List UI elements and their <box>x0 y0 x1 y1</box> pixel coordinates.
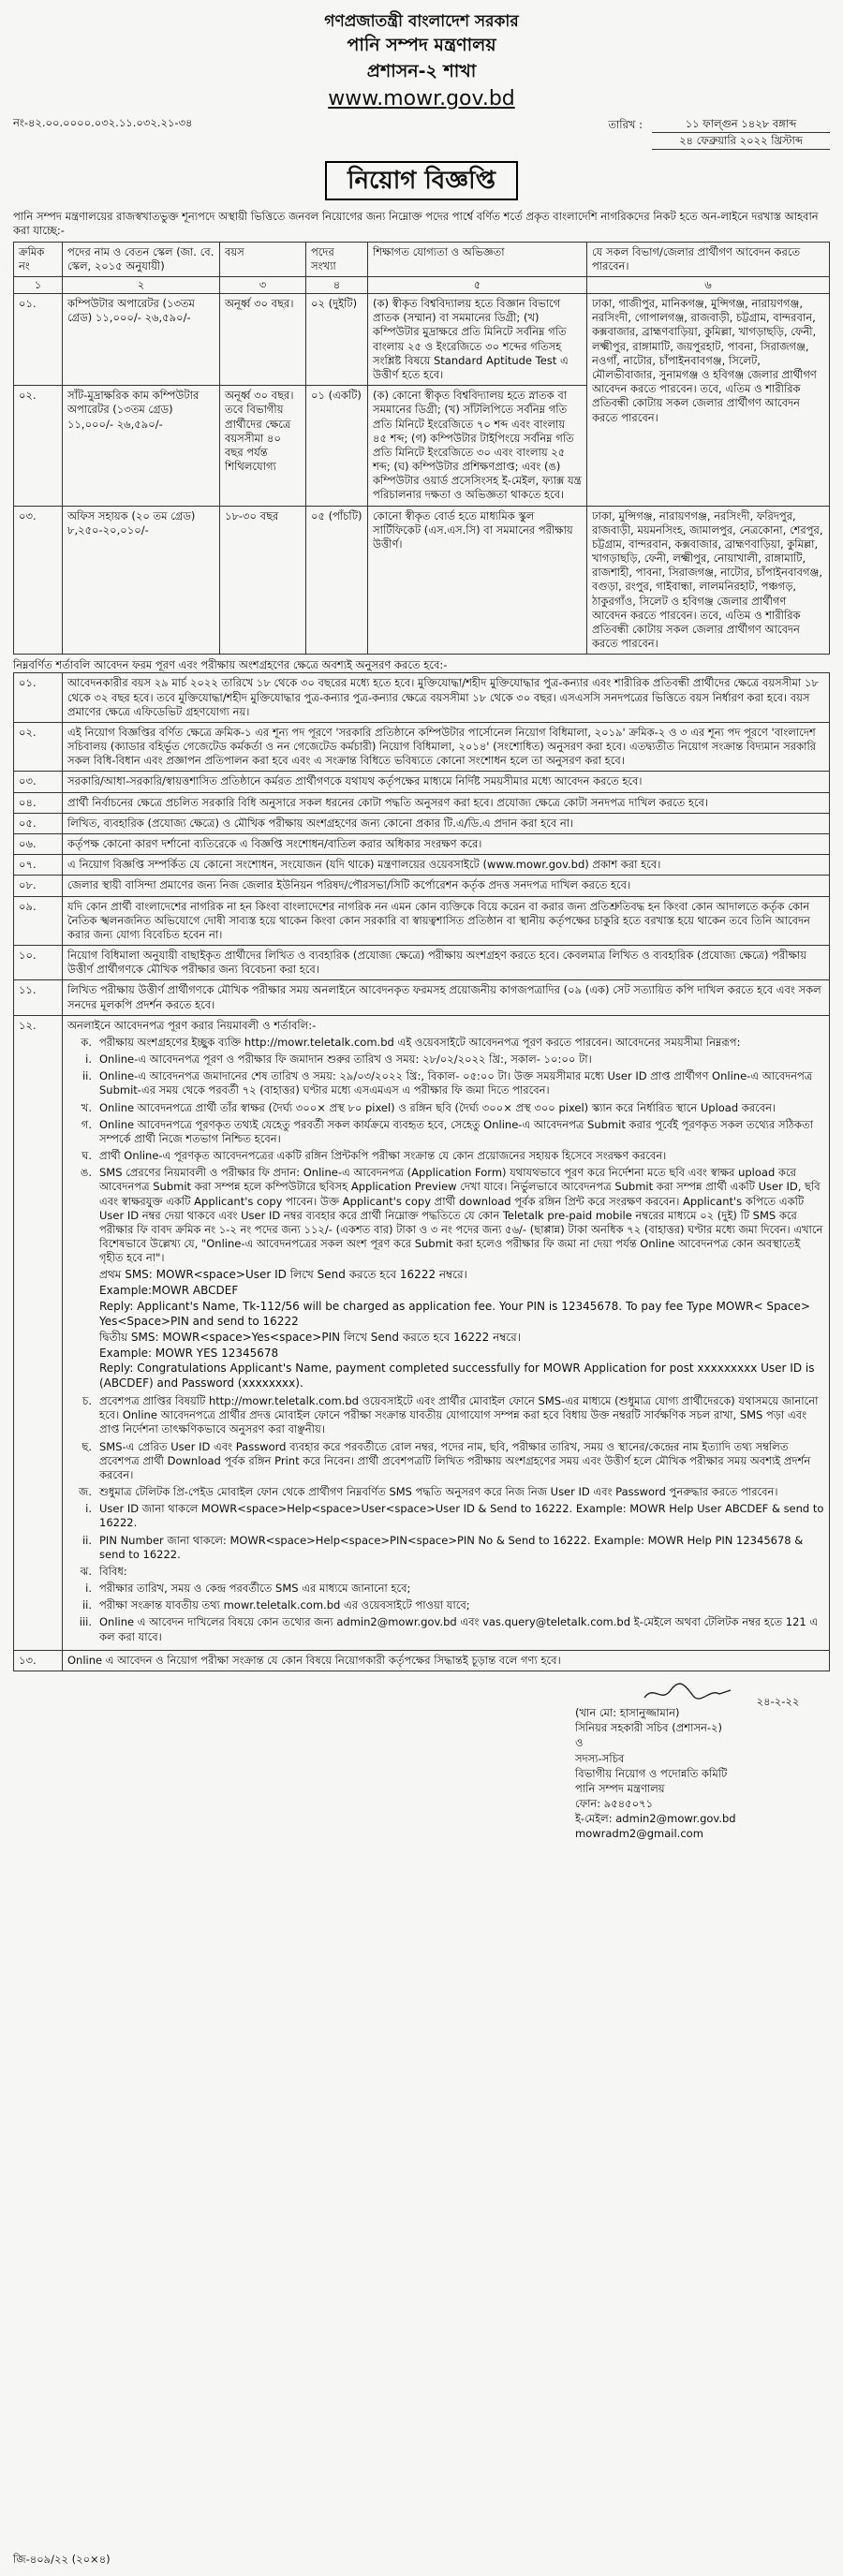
signatory-ministry: পানি সম্পদ মন্ত্রণালয় <box>575 1781 665 1795</box>
row-post: অফিস সহায়ক (২০ তম গ্রেড) ৮,২৫০-২০,০১০/- <box>63 506 220 655</box>
col-number: ৫ <box>368 276 587 293</box>
condition-number: ০৫. <box>14 813 63 833</box>
condition-row <box>14 813 830 833</box>
row-age: অনূর্ধ্ব ৩০ বছর। <box>220 294 306 386</box>
condition-number: ০৩. <box>14 772 63 792</box>
col-header: ক্রমিক নং <box>14 242 63 276</box>
row-qualification: (ক) স্বীকৃত বিশ্ববিদ্যালয় হতে বিজ্ঞান বিভাগে প্রাতক (সম্মান) বা সমমানের ডিগ্রী; (খ) কম্পিউটার মুদ্রাক্ষরে প্রতি মিনিটে সর্বনিম্ন গতি বাংলায় ২৫ ও ইংরেজিতে ৩০ শব্দের গতিসহ সংশ্লিষ্ট বিষয়ে Standard Aptitude Test এ উত্তীর্ণ হতে হবে। <box>368 294 587 386</box>
condition-row <box>14 980 830 1015</box>
condition-row <box>14 855 830 876</box>
condition-text: এই নিয়োগ বিজ্ঞপ্তির বর্ণিত ক্ষেত্রে ক্রমিক-১ এর শূন্য পদ পূরণে 'সরকারি প্রতিষ্ঠানে কম্পিউটার পার্সোনেল নিয়োগ বিধিমালা, ২০১৯' ক্রমিক-২ ও ৩ এর শূন্য পদ পূরণে 'বাংলাদেশ সচিবালয় (ক্যাডার বহির্ভূত গেজেটেড কর্মকর্তা ও নন গেজেটেড কর্মচারী) নিয়োগ বিধিমালা, ২০১৪' (সংশোধিত) অনুসরণ করা হবে। এতদ্ব্যতীত নিয়োগ সংক্রান্ত বিদ্যমান সরকারি সকল বিধি-বিধান এবং প্রজ্ঞাপন প্রতিপালন করা হবে এবং এ সংক্রান্ত বিধিতে ভবিষ্যতে কোনো সংশোধন হলে তা অনুসরণ করা হবে। <box>63 722 830 772</box>
condition-row <box>14 833 830 854</box>
committee-name: বিভাগীয় নিয়োগ ও পদোন্নতি কমিটি <box>575 1766 728 1780</box>
condition-row <box>14 722 830 772</box>
signatory-email-alt[interactable]: mowradm2@gmail.com <box>575 1827 703 1841</box>
ministry-name: পানি সম্পদ মন্ত্রণালয় <box>347 35 496 56</box>
condition-text: Online এ আবেদন ও নিয়োগ পরীক্ষা সংক্রান্ত যে কোন বিষয়ে নিয়োগকারী কর্তৃপক্ষের সিদ্ধান্তই চূড়ান্ত বলে গণ্য হবে। <box>63 1650 830 1671</box>
signatory-email[interactable]: ই-মেইল: admin2@mowr.gov.bd <box>575 1812 736 1826</box>
condition-text: লিখিত পরীক্ষায় উত্তীর্ণ প্রার্থীগণকে মৌখিক পরীক্ষার সময় অনলাইনে আবেদনকৃত ফরমসহ প্রয়োজনীয় কাগজপত্রাদির (০৯ (এক) সেট সত্যায়িত কপি দাখিল করতে হবে এবং সকল সনদের মূলকপি প্রদর্শন করতে হবে। <box>63 980 830 1015</box>
row-post: কম্পিউটার অপারেটর (১৩তম গ্রেড) ১১,০০০/- ২৬,৫৯০/- <box>63 294 220 386</box>
rule-item: ছ. SMS-এ প্রেরিত User ID এবং Password ব্যবহার করে পরবর্তীতে রোল নম্বর, পদের নাম, ছবি, পরীক্ষার তারিখ, সময় ও স্থানের/কেন্দ্রের নাম ইত্যাদি তথ্য সম্বলিত প্রবেশপত্র প্রার্থী Download পূর্বক রঙ্গিন Print করে নিবেন। প্রার্থী প্রবেশপত্রটি লিখিত পরীক্ষায় অংশগ্রহণের সময় এবং উত্তীর্ণ হলে মৌখিক পরীক্ষার সময় অবশ্যই প্রদর্শন করবেন। <box>81 1439 811 1481</box>
condition-number: ০৪. <box>14 792 63 813</box>
rule-item: i. User ID জানা থাকলে MOWR<space>Help<space>User<space>User ID & Send to 16222. Example: MOWR Help User ABCDEF & send to 16222. <box>85 1502 824 1530</box>
condition-number: ১২. <box>14 1015 63 1650</box>
row-count: ০৫ (পাঁচটি) <box>306 506 368 655</box>
sms-line: দ্বিতীয় SMS: MOWR<space>Yes<space>PIN লিখে Send করতে হবে 16222 নম্বরে। <box>99 1330 522 1344</box>
row-sl: ০২. <box>14 386 63 506</box>
signatory-and: ও <box>575 1736 584 1750</box>
rule-item: ঙ. SMS প্রেরণের নিয়মাবলী ও পরীক্ষার ফি প্রদান: Online-এ আবেদনপত্র (Application Form) যথাযথভাবে পূরণ করে নির্দেশনা মতে ছবি এবং স্বাক্ষর upload করে আবেদনপত্র Submit করা সম্পন্ন হলে কম্পিউটারে ছবিসহ Application Preview দেখা যাবে। নির্ভুলভাবে আবেদনপত্র Submit করা সম্পন্ন প্রার্থী একটি User ID, ছবি এবং স্বাক্ষরযুক্ত একটি Applicant's copy পাবেন। উক্ত Applicant's copy প্রার্থী download পূর্বক রঙ্গিন প্রিন্ট করে সংরক্ষণ করবেন। Applicant's কপিতে একটি User ID নম্বর দেয়া থাকবে এবং User ID নম্বর ব্যবহার করে প্রার্থী নিম্নোক্ত পদ্ধতিতে যে কোন Teletalk pre-paid mobile নম্বরের মাধ্যমে ০২ (দুই) টি SMS করে পরীক্ষার ফি বাবদ ক্রমিক নং ১-২ নং পদের জন্য ১১২/- (একশত বার) টাকা ও ৩ নং পদের জন্য ৫৬/- (ছাপ্পান্ন) টাকা অনধিক ৭২ (বাহাত্তর) ঘণ্টার মধ্যে জমা দিবেন। এখানে বিশেষভাবে উল্লেখ্য যে, "Online-এ আবেদনপত্রের সকল অংশ পূরণ করে Submit করা হলেও পরীক্ষার ফি জমা না দেয়া পর্যন্ত Online আবেদনপত্র কোন অবস্থাতেই গৃহীত হবে না"। <box>80 1166 823 1265</box>
col-number: ৬ <box>587 276 830 293</box>
row-districts: ঢাকা, গাজীপুর, মানিকগঞ্জ, মুন্সিগঞ্জ, নারায়ণগঞ্জ, নরসিংদী, গোপালগঞ্জ, রাজবাড়ী, চট্টগ্রাম, বান্দরবান, কক্সবাজার, ব্রাহ্মণবাড়িয়া, কুমিল্লা, খাগড়াছড়ি, ফেনী, লক্ষ্মীপুর, রাঙ্গামাটি, জয়পুরহাট, পাবনা, সিরাজগঞ্জ, নওগাঁ, নাটোর, চাঁপাইনবাবগঞ্জ, সিলেট, মৌলভীবাজার, সুনামগঞ্জ ও হবিগঞ্জ জেলার প্রার্থীগণ আবেদন করতে পারবেন। তবে, এতিম ও শারীরিক প্রতিবন্ধী কোটায় সকল জেলার প্রার্থীগণ আবেদন করতে পারবেন। <box>587 294 830 506</box>
sms-instructions <box>99 1268 824 1391</box>
posts-table <box>13 242 830 655</box>
sms-line: Reply: Applicant's Name, Tk-112/56 will be charged as application fee. Your PIN is 12345678. To pay fee Type MOWR< Space> Yes<Space>PIN and send to 16222 <box>99 1300 810 1328</box>
website-link[interactable]: www.mowr.gov.bd <box>328 86 515 110</box>
condition-text: কর্তৃপক্ষ কোনো কারণ দর্শানো ব্যতিরেকে এ বিজ্ঞপ্তি সংশোধন/বাতিল করার অধিকার সংরক্ষণ করে। <box>63 833 830 854</box>
condition-number: ০২. <box>14 722 63 772</box>
section-name: প্রশাসন-২ শাখা <box>366 60 477 81</box>
row-age: ১৮-৩০ বছর <box>220 506 306 655</box>
rule-item: ঘ. প্রার্থী Online-এ পূরণকৃত আবেদনপত্রের একটি রঙ্গিন প্রিন্টকপি পরীক্ষা সংক্রান্ত যে কোন প্রয়োজনের সহায়ক হিসেবে সংরক্ষণ করবেন। <box>81 1149 667 1163</box>
online-application-row <box>14 1015 830 1650</box>
table-row <box>14 506 830 655</box>
rule-item: গ. Online আবেদনপত্রে পূরণকৃত তথ্যই যেহেতু পরবর্তী সকল কার্যক্রমে ব্যবহৃত হবে, সেহেতু Online-এ আবেদনপত্র Submit করার পূর্বেই পূরণকৃত সকল তথ্যের সঠিকতা সম্পর্কে প্রার্থী নিজে শতভাগ নিশ্চিত হবেন। <box>81 1117 814 1145</box>
sms-line: Example: MOWR YES 12345678 <box>99 1346 279 1360</box>
condition-text: এ নিয়োগ বিজ্ঞপ্তি সম্পর্কিত যে কোনো সংশোধন, সংযোজন (যদি থাকে) মন্ত্রণালয়ের ওয়েবসাইটে (www.mowr.gov.bd) প্রকাশ করা হবে। <box>63 855 830 876</box>
condition-text: আবেদনকারীর বয়স ২৯ মার্চ ২০২২ তারিখে ১৮ থেকে ৩০ বছরের মধ্যে হতে হবে। মুক্তিযোদ্ধা/শহীদ মুক্তিযোদ্ধার পুত্র-কন্যার এবং শারীরিক প্রতিবন্ধী প্রার্থীদের ক্ষেত্রে বয়সসীমা ১৮ থেকে ৩২ বছর হবে। তবে মুক্তিযোদ্ধা/শহীদ মুক্তিযোদ্ধার পুত্র-কন্যার পুত্র-কন্যার ক্ষেত্রে বয়সসীমা ১৮ থেকে ৩০ বছর। এসএসসি সনদপত্রের ভিত্তিতে বয়স নির্ধারণ করা হবে। বয়স প্রমাণের ক্ষেত্রে এফিডেভিট গ্রহণযোগ্য নয়। <box>63 673 830 723</box>
rule-item: i. পরীক্ষার তারিখ, সময় ও কেন্দ্র পরবর্তীতে SMS এর মাধ্যমে জানানো হবে; <box>85 1582 411 1596</box>
column-number-row <box>14 276 830 293</box>
rule-item: i. Online-এ আবেদনপত্র পূরণ ও পরীক্ষার ফি জমাদান শুরুর তারিখ ও সময়: ২৮/০২/২০২২ খ্রি:, সকাল- ১০:০০ টা। <box>85 1052 592 1067</box>
rule-item: ii. পরীক্ষা সংক্রান্ত যাবতীয় তথ্য mowr.teletalk.com.bd এর ওয়েবসাইটে পাওয়া যাবে; <box>81 1598 470 1612</box>
condition-text: যদি কোন প্রার্থী বাংলাদেশের নাগরিক না হন কিংবা বাংলাদেশের নাগরিক নন এমন কোন ব্যক্তিকে বিয়ে করেন বা করার জন্য প্রতিশ্রুতিবদ্ধ হন কিংবা কোন আদালতে কর্তৃক কোন নৈতিক স্খলনজনিত অভিযোগে দোষী সাব্যস্ত হয়ে থাকেন কিংবা কোন সরকারি বা স্বায়ত্বশাসিত প্রতিষ্ঠান বা স্থানীয় কর্তৃপক্ষের চাকুরি হতে বরখাস্ত হয়ে থাকেন তবে তিনি আবেদন করার জন্য যোগ্য বিবেচিত হবেন না। <box>63 896 830 946</box>
row-count: ০১ (একটি) <box>306 386 368 506</box>
row-age: অনূর্ধ্ব ৩০ বছর। তবে বিভাগীয় প্রার্থীদের ক্ষেত্রে বয়সসীমা ৪০ বছর পর্যন্ত শিথিলযোগ্য <box>220 386 306 506</box>
sms-line: Example:MOWR ABCDEF <box>99 1284 239 1298</box>
condition-number: ০৬. <box>14 833 63 854</box>
memo-number: নং-৪২.০০.০০০০.০৩২.১১.০৩২.২১-৩৪ <box>13 115 193 129</box>
date-label: তারিখ : <box>608 117 643 131</box>
condition-row <box>14 1650 830 1671</box>
govt-name: গণপ্রজাতন্ত্রী বাংলাদেশ সরকার <box>324 12 519 31</box>
rule-item: ii. Online-এ আবেদনপত্র জমাদানের শেষ তারিখ ও সময়: ২৯/০৩/২০২২ খ্রি:, বিকাল- ০৫:০০ টা। উক্ত সময়সীমার মধ্যে User ID প্রাপ্ত প্রার্থীগণ Online-এ আবেদনপত্র Submit-এর সময় থেকে পরবর্তী ৭২ (বাহাত্তর) ঘণ্টার মধ্যে এসএমএস এ পরীক্ষার ফি জমা দিতে পারবেন। <box>81 1069 813 1097</box>
condition-number: ১১. <box>14 980 63 1015</box>
condition-text: নিয়োগ বিধিমালা অনুযায়ী বাছাইকৃত প্রার্থীদের লিখিত ও ব্যবহারিক (প্রযোজ্য ক্ষেত্রে) পরীক্ষায় অংশগ্রহণ করতে হবে। কেবলমাত্র লিখিত ও ব্যবহারিক (প্রযোজ্য ক্ষেত্রে) পরীক্ষায় উত্তীর্ণ প্রার্থীগণকে মৌখিক পরীক্ষার জন্য বিবেচনা করা হবে। <box>63 946 830 980</box>
col-header: যে সকল বিভাগ/জেলার প্রার্থীগণ আবেদন করতে পারবেন। <box>587 242 830 276</box>
online-rules-title: অনলাইনে আবেদনপত্র পূরণ করার নিয়মাবলী ও শর্তাবলি:- <box>67 1018 317 1032</box>
signatory-phone: ফোন: ৯৫৪৫০৭১ <box>575 1797 654 1811</box>
row-sl: ০৩. <box>14 506 63 655</box>
col-number: ২ <box>63 276 220 293</box>
reference-row <box>13 116 830 150</box>
signature-block <box>575 1681 830 1842</box>
sms-line: প্রথম SMS: MOWR<space>User ID লিখে Send করতে হবে 16222 নম্বরে। <box>99 1268 467 1282</box>
col-header: পদের সংখ্যা <box>306 242 368 276</box>
row-post: সাঁট-মুদ্রাক্ষরিক কাম কম্পিউটার অপারেটর (১৩তম গ্রেড) ১১,০০০/- ২৬,৫৯০/- <box>63 386 220 506</box>
rule-item: ক. পরীক্ষায় অংশগ্রহণের ইচ্ছুক ব্যক্তি http://mowr.teletalk.com.bd এই ওয়েবসাইটে আবেদনপত্র পূরণ করতে পারবেন। আবেদনের সময়সীমা নিম্নরূপ: <box>81 1035 741 1049</box>
rule-item: ii. PIN Number জানা থাকলে: MOWR<space>Help<space>PIN<space>PIN No & Send to 16222. Example: MOWR Help PIN 12345678 & send to 16222. <box>81 1533 804 1561</box>
notice-title-box <box>13 161 830 200</box>
condition-row <box>14 673 830 723</box>
rule-item: খ. Online আবেদনপত্রে প্রার্থী তাঁর স্বাক্ষর (দৈর্ঘ্য ৩০০× প্রস্থ ৮০ pixel) ও রঙ্গিন ছবি (দৈর্ঘ্য ৩০০× প্রস্থ ৩০০ pixel) স্ক্যান করে নির্ধারিত স্থানে Upload করবেন। <box>81 1100 776 1114</box>
condition-row <box>14 876 830 896</box>
condition-number: ০১. <box>14 673 63 723</box>
online-application-rules <box>63 1015 830 1650</box>
print-code: জি-৪০৯/২২ (২০×৪) <box>13 2552 111 2566</box>
condition-text: লিখিত, ব্যবহারিক (প্রযোজ্য ক্ষেত্রে) ও মৌখিক পরীক্ষায় অংশগ্রহণের জন্য কোনো প্রকার টি.এ/ডি.এ প্রদান করা হবে না। <box>63 813 830 833</box>
date-block <box>608 116 830 150</box>
date-bangla: ১১ ফাল্গুন ১৪২৮ বঙ্গাব্দ <box>652 116 830 133</box>
rule-item: জ. শুধুমাত্র টেলিটক প্রি-পেইড মোবাইল ফোন থেকে প্রার্থীগণ নিম্নবর্ণিত SMS পদ্ধতি অনুসরণ করে নিজ নিজ User ID এবং Password পুনরুদ্ধার করতে পারবেন। <box>79 1485 778 1499</box>
rule-item: চ. প্রবেশপত্র প্রাপ্তির বিষয়টি http://mowr.teletalk.com.bd ওয়েবসাইটে এবং প্রার্থীর মোবাইল ফোনে SMS-এর মাধ্যমে (শুধুমাত্র যোগ্য প্রার্থীদেরকে) যথাসময়ে জানানো হবে। Online আবেদনপত্রে প্রার্থীর প্রদত্ত মোবাইল ফোনে পরীক্ষা সংক্রান্ত যাবতীয় যোগাযোগ সম্পন্ন করা হবে বিধায় উক্ত নম্বরটি সার্বক্ষণিক সচল রাখা, SMS পড়া এবং প্রাপ্ত নির্দেশনা তাৎক্ষণিকভাবে অনুসরণ করা বাঞ্ছনীয়। <box>82 1394 819 1436</box>
condition-row <box>14 896 830 946</box>
signature-date: ২৪-২-২২ <box>756 1695 800 1708</box>
condition-text: প্রার্থী নির্বাচনের ক্ষেত্রে প্রচলিত সরকারি বিধি অনুসারে সকল ধরনের কোটা পদ্ধতি অনুসরণ করা হবে। প্রযোজ্য ক্ষেত্রে কোটা সনদপত্র দাখিল করতে হবে। <box>63 792 830 813</box>
condition-row <box>14 772 830 792</box>
condition-number: ০৭. <box>14 855 63 876</box>
header <box>13 0 830 112</box>
condition-text: সরকারি/আধা-সরকারি/স্বায়ত্তশাসিত প্রতিষ্ঠানে কর্মরত প্রার্থীগণকে যথাযথ কর্তৃপক্ষের মাধ্যমে নির্দিষ্ট সময়সীমার মধ্যে আবেদন করতে হবে। <box>63 772 830 792</box>
row-qualification: কোনো স্বীকৃত বোর্ড হতে মাধ্যমিক স্কুল সার্টিফিকেট (এস.এস.সি) বা সমমানের পরীক্ষায় উত্তীর্ণ। <box>368 506 587 655</box>
condition-text: জেলার স্থায়ী বাসিন্দা প্রমাণের জন্য নিজ জেলার ইউনিয়ন পরিষদ/পৌরসভা/সিটি কর্পোরেশন কর্তৃক প্রদত্ত সনদপত্র দাখিল করতে হবে। <box>63 876 830 896</box>
condition-number: ১৩. <box>14 1650 63 1671</box>
col-number: ৪ <box>306 276 368 293</box>
committee-role: সদস্য-সচিব <box>575 1751 625 1765</box>
condition-number: ০৯. <box>14 896 63 946</box>
signatory-designation: সিনিয়র সহকারী সচিব (প্রশাসন-২) <box>575 1721 723 1735</box>
row-count: ০২ (দুইটি) <box>306 294 368 386</box>
intro-text: পানি সম্পদ মন্ত্রণালয়ের রাজস্বখাতভুক্ত শূন্যপদে অস্থায়ী ভিত্তিতে জনবল নিয়োগের জন্য নিম্নোক্ত পদের পার্শ্বে বর্ণিত শর্তে প্রকৃত বাংলাদেশি নাগরিকদের নিকট হতে অন-লাইনে দরখাস্ত আহবান করা যাচ্ছে:- <box>13 210 819 238</box>
rule-item: iii. Online এ আবেদন দাখিলের বিষয়ে কোন তথ্যের জন্য admin2@mowr.gov.bd এবং vas.query@teletalk.com.bd ই-মেইলে অথবা টেলিটক নম্বর হতে 121 এ কল করা যাবে। <box>79 1615 819 1643</box>
table-row <box>14 294 830 386</box>
conditions-title: নিম্নবর্ণিত শর্তাবলি আবেদন ফরম পূরণ এবং পরীক্ষায় অংশগ্রহণের ক্ষেত্রে অবশ্যই অনুসরণ করতে হবে:- <box>13 658 448 672</box>
condition-row <box>14 792 830 813</box>
conditions-table <box>13 672 830 1671</box>
condition-row <box>14 946 830 980</box>
condition-number: ০৮. <box>14 876 63 896</box>
date-english: ২৪ ফেব্রুয়ারি ২০২২ খ্রিস্টাব্দ <box>652 133 830 150</box>
row-qualification: (ক) কোনো স্বীকৃত বিশ্ববিদ্যালয় হতে স্নাতক বা সমমানের ডিগ্রী; (খ) সাঁটলিপিতে সর্বনিম্ন গতি প্রতি মিনিটে ইংরেজিতে ৭০ শব্দ এবং বাংলায় ৪৫ শব্দ; (গ) কম্পিউটার টাইপিংয়ে সর্বনিম্ন গতি প্রতি মিনিটে ইংরেজিতে ৩০ এবং বাংলায় ২৫ শব্দ; (ঘ) কম্পিউটার প্রশিক্ষণপ্রাপ্ত; এবং (ঙ) কম্পিউটার ওয়ার্ড প্রসেসিংসহ ই-মেইল, ফ্যাক্স যন্ত্র পরিচালনার দক্ষতা ও অভিজ্ঞতা থাকতে হবে। <box>368 386 587 506</box>
col-header: বয়স <box>220 242 306 276</box>
rule-item: ঝ. বিবিধ: <box>80 1564 127 1578</box>
col-number: ১ <box>14 276 63 293</box>
row-sl: ০১. <box>14 294 63 386</box>
notice-title: নিয়োগ বিজ্ঞপ্তি <box>325 161 518 200</box>
signatory-name: (খান মো: হাসানুজ্জামান) <box>575 1706 680 1719</box>
col-number: ৩ <box>220 276 306 293</box>
condition-number: ১০. <box>14 946 63 980</box>
col-header: পদের নাম ও বেতন স্কেল (জা. বে. স্কেল, ২০১৫ অনুযায়ী) <box>63 242 220 276</box>
row-districts: ঢাকা, মুন্সিগঞ্জ, নারায়ণগঞ্জ, নরসিংদী, ফরিদপুর, রাজবাড়ী, ময়মনসিংহ, জামালপুর, নেত্রকোনা, শেরপুর, চট্টগ্রাম, বান্দরবান, কক্সবাজার, ব্রাহ্মণবাড়িয়া, কুমিল্লা, খাগড়াছড়ি, ফেনী, লক্ষ্মীপুর, নোয়াখালী, রাঙ্গামাটি, রাজশাহী, পাবনা, সিরাজগঞ্জ, নাটোর, চাঁপাইনবাবগঞ্জ, বগুড়া, রংপুর, গাইবান্ধা, লালমনিরহাট, পঞ্চগড়, ঠাকুরগাঁও, সিলেট ও হবিগঞ্জ জেলার প্রার্থীগণ আবেদন করতে পারবেন। তবে, এতিম ও শারীরিক প্রতিবন্ধী কোটায় সকল জেলার প্রার্থীগণ আবেদন করতে পারবেন। <box>587 506 830 655</box>
col-header: শিক্ষাগত যোগ্যতা ও অভিজ্ঞতা <box>368 242 587 276</box>
sms-line: Reply: Congratulations Applicant's Name, payment completed successfully for MOWR Application for post xxxxxxxxx User ID is (ABCDEF) and Password (xxxxxxxx). <box>99 1362 815 1391</box>
signature-mark <box>641 1681 830 1708</box>
